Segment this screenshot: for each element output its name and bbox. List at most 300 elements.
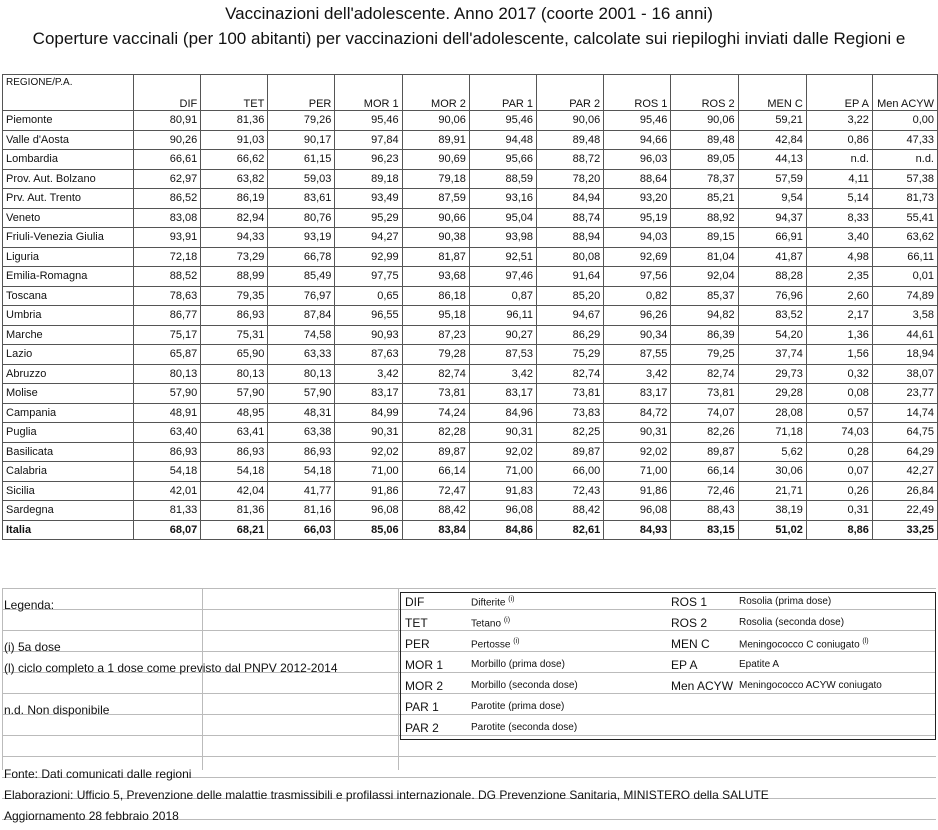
value-cell: 90,06 xyxy=(671,111,738,131)
value-cell: 96,03 xyxy=(604,150,671,170)
table-row xyxy=(3,130,938,150)
region-cell: Basilicata xyxy=(3,442,134,462)
legend-description xyxy=(471,638,519,650)
value-cell: 93,68 xyxy=(402,267,469,287)
value-cell: 66,00 xyxy=(537,462,604,482)
region-cell: Abruzzo xyxy=(3,364,134,384)
legend-description-text: Rosolia (seconda dose) xyxy=(739,617,845,628)
value-cell: 81,04 xyxy=(671,247,738,267)
total-value-cell: 68,21 xyxy=(201,520,268,540)
value-cell: 73,29 xyxy=(201,247,268,267)
value-cell: 65,90 xyxy=(201,345,268,365)
value-cell: 83,61 xyxy=(268,189,335,209)
value-cell: 88,42 xyxy=(402,501,469,521)
value-cell: 96,26 xyxy=(604,306,671,326)
column-header-cell: ROS 2 xyxy=(671,75,738,111)
legend-footnote-mark: (i) xyxy=(503,617,511,624)
table-row xyxy=(3,345,938,365)
value-cell: 82,25 xyxy=(537,423,604,443)
value-cell: 28,08 xyxy=(738,403,806,423)
value-cell: 85,49 xyxy=(268,267,335,287)
value-cell: 96,08 xyxy=(469,501,536,521)
legend-code: TET xyxy=(405,616,428,630)
value-cell: 95,46 xyxy=(469,111,536,131)
legend-area xyxy=(2,588,936,826)
value-cell: 3,40 xyxy=(806,228,872,248)
value-cell: 63,40 xyxy=(134,423,201,443)
value-cell: 93,91 xyxy=(134,228,201,248)
table-row xyxy=(3,111,938,131)
value-cell: 41,77 xyxy=(268,481,335,501)
total-value-cell: 83,15 xyxy=(671,520,738,540)
value-cell: 64,75 xyxy=(872,423,937,443)
value-cell: 66,61 xyxy=(134,150,201,170)
value-cell: 90,31 xyxy=(335,423,402,443)
value-cell: 97,46 xyxy=(469,267,536,287)
value-cell: 38,07 xyxy=(872,364,937,384)
value-cell: 95,66 xyxy=(469,150,536,170)
value-cell: 86,77 xyxy=(134,306,201,326)
value-cell: 88,28 xyxy=(738,267,806,287)
value-cell: 1,56 xyxy=(806,345,872,365)
legend-code: PER xyxy=(405,637,430,651)
table-header-row xyxy=(3,75,938,111)
value-cell: 73,83 xyxy=(537,403,604,423)
value-cell: 75,31 xyxy=(201,325,268,345)
value-cell: 86,18 xyxy=(402,286,469,306)
value-cell: 83,17 xyxy=(335,384,402,404)
value-cell: 90,31 xyxy=(604,423,671,443)
region-cell: Lazio xyxy=(3,345,134,365)
region-cell: Toscana xyxy=(3,286,134,306)
table-row xyxy=(3,462,938,482)
value-cell: 86,19 xyxy=(201,189,268,209)
value-cell: 26,84 xyxy=(872,481,937,501)
region-cell: Umbria xyxy=(3,306,134,326)
table-row xyxy=(3,423,938,443)
value-cell: 57,38 xyxy=(872,169,937,189)
legend-description xyxy=(739,638,869,650)
column-header-cell: MEN C xyxy=(738,75,806,111)
value-cell: 82,74 xyxy=(402,364,469,384)
column-header-cell: Men ACYW xyxy=(872,75,937,111)
table-row xyxy=(3,286,938,306)
value-cell: 89,48 xyxy=(671,130,738,150)
value-cell: 93,16 xyxy=(469,189,536,209)
value-cell: 81,36 xyxy=(201,111,268,131)
value-cell: 42,84 xyxy=(738,130,806,150)
value-cell: 55,41 xyxy=(872,208,937,228)
value-cell: 89,91 xyxy=(402,130,469,150)
value-cell: 92,04 xyxy=(671,267,738,287)
region-cell: Lombardia xyxy=(3,150,134,170)
region-cell: Liguria xyxy=(3,247,134,267)
value-cell: 88,94 xyxy=(537,228,604,248)
value-cell: 74,07 xyxy=(671,403,738,423)
value-cell: 0,32 xyxy=(806,364,872,384)
column-header-cell: PAR 2 xyxy=(537,75,604,111)
value-cell: 95,04 xyxy=(469,208,536,228)
footer-source: Fonte: Dati comunicati dalle regioni xyxy=(4,767,192,781)
column-header-cell: PER xyxy=(268,75,335,111)
legend-box xyxy=(400,592,936,740)
value-cell: 2,60 xyxy=(806,286,872,306)
value-cell: 88,42 xyxy=(537,501,604,521)
value-cell: 61,15 xyxy=(268,150,335,170)
value-cell: 80,91 xyxy=(134,111,201,131)
region-cell: Emilia-Romagna xyxy=(3,267,134,287)
value-cell: 80,76 xyxy=(268,208,335,228)
value-cell: 86,93 xyxy=(201,442,268,462)
value-cell: 57,90 xyxy=(201,384,268,404)
value-cell: 54,18 xyxy=(201,462,268,482)
value-cell: 76,97 xyxy=(268,286,335,306)
value-cell: 74,89 xyxy=(872,286,937,306)
value-cell: 0,65 xyxy=(335,286,402,306)
value-cell: 87,23 xyxy=(402,325,469,345)
value-cell: 14,74 xyxy=(872,403,937,423)
value-cell: 63,62 xyxy=(872,228,937,248)
value-cell: 2,17 xyxy=(806,306,872,326)
value-cell: 85,37 xyxy=(671,286,738,306)
column-header-cell: PAR 1 xyxy=(469,75,536,111)
value-cell: 87,53 xyxy=(469,345,536,365)
value-cell: 91,03 xyxy=(201,130,268,150)
legend-note-l: (l) ciclo completo a 1 dose come previsto dal PNPV 2012-2014 xyxy=(4,661,338,675)
legend-description-text: Parotite (seconda dose) xyxy=(471,722,578,733)
value-cell: 0,82 xyxy=(604,286,671,306)
legend-code: PAR 2 xyxy=(405,721,439,735)
value-cell: 92,02 xyxy=(469,442,536,462)
value-cell: 91,64 xyxy=(537,267,604,287)
value-cell: 83,52 xyxy=(738,306,806,326)
value-cell: 3,58 xyxy=(872,306,937,326)
legend-description-text: Difterite xyxy=(471,597,506,609)
value-cell: 0,87 xyxy=(469,286,536,306)
value-cell: 86,52 xyxy=(134,189,201,209)
table-row xyxy=(3,169,938,189)
value-cell: 82,28 xyxy=(402,423,469,443)
legend-note-nd: n.d. Non disponibile xyxy=(4,703,110,717)
value-cell: 4,11 xyxy=(806,169,872,189)
value-cell: 44,13 xyxy=(738,150,806,170)
value-cell: 79,35 xyxy=(201,286,268,306)
value-cell: 66,14 xyxy=(671,462,738,482)
value-cell: 97,75 xyxy=(335,267,402,287)
legend-footnote-mark: (l) xyxy=(862,638,869,645)
region-cell: Valle d'Aosta xyxy=(3,130,134,150)
legend-code: ROS 1 xyxy=(671,595,708,609)
footer-update: Aggiornamento 28 febbraio 2018 xyxy=(4,809,179,823)
table-row xyxy=(3,150,938,170)
value-cell: 71,00 xyxy=(604,462,671,482)
value-cell: 62,97 xyxy=(134,169,201,189)
value-cell: 23,77 xyxy=(872,384,937,404)
value-cell: 48,31 xyxy=(268,403,335,423)
footer-elaboration: Elaborazioni: Ufficio 5, Prevenzione delle malattie trasmissibili e profilassi internazionale. DG Prevenzione Sanitaria, MINISTERO della SALUTE xyxy=(4,788,769,802)
region-cell: Italia xyxy=(3,520,134,540)
value-cell: 79,28 xyxy=(402,345,469,365)
value-cell: 71,00 xyxy=(335,462,402,482)
value-cell: 48,95 xyxy=(201,403,268,423)
value-cell: 3,22 xyxy=(806,111,872,131)
value-cell: 88,74 xyxy=(537,208,604,228)
value-cell: 96,11 xyxy=(469,306,536,326)
value-cell: 84,72 xyxy=(604,403,671,423)
value-cell: 3,42 xyxy=(469,364,536,384)
legend-code: MEN C xyxy=(671,637,710,651)
table-row xyxy=(3,481,938,501)
value-cell: 90,34 xyxy=(604,325,671,345)
legend-description-text: Morbillo (prima dose) xyxy=(471,659,565,670)
region-cell: Veneto xyxy=(3,208,134,228)
value-cell: 97,84 xyxy=(335,130,402,150)
value-cell: 94,67 xyxy=(537,306,604,326)
table-row xyxy=(3,384,938,404)
legend-description xyxy=(471,659,565,670)
value-cell: 86,93 xyxy=(201,306,268,326)
value-cell: 0,28 xyxy=(806,442,872,462)
total-value-cell: 84,86 xyxy=(469,520,536,540)
value-cell: 90,26 xyxy=(134,130,201,150)
value-cell: 81,16 xyxy=(268,501,335,521)
region-header-cell: REGIONE/P.A. xyxy=(3,75,134,111)
value-cell: 90,69 xyxy=(402,150,469,170)
value-cell: 88,72 xyxy=(537,150,604,170)
value-cell: 84,99 xyxy=(335,403,402,423)
value-cell: 89,05 xyxy=(671,150,738,170)
value-cell: 83,17 xyxy=(604,384,671,404)
value-cell: 74,24 xyxy=(402,403,469,423)
legend-description-text: Epatite A xyxy=(739,659,780,670)
value-cell: 0,57 xyxy=(806,403,872,423)
value-cell: 83,08 xyxy=(134,208,201,228)
region-cell: Sardegna xyxy=(3,501,134,521)
value-cell: 72,47 xyxy=(402,481,469,501)
table-row xyxy=(3,228,938,248)
value-cell: 0,31 xyxy=(806,501,872,521)
value-cell: 30,06 xyxy=(738,462,806,482)
table-row xyxy=(3,189,938,209)
value-cell: 86,29 xyxy=(537,325,604,345)
value-cell: 64,29 xyxy=(872,442,937,462)
value-cell: 59,03 xyxy=(268,169,335,189)
total-value-cell: 84,93 xyxy=(604,520,671,540)
value-cell: 44,61 xyxy=(872,325,937,345)
value-cell: 0,26 xyxy=(806,481,872,501)
value-cell: 96,08 xyxy=(335,501,402,521)
legend-description xyxy=(471,680,578,691)
value-cell: 78,37 xyxy=(671,169,738,189)
value-cell: 89,87 xyxy=(671,442,738,462)
value-cell: 57,90 xyxy=(268,384,335,404)
legend-description xyxy=(739,596,831,607)
value-cell: 86,93 xyxy=(268,442,335,462)
legend-heading: Legenda: xyxy=(4,598,55,612)
region-cell: Prov. Aut. Bolzano xyxy=(3,169,134,189)
value-cell: 72,43 xyxy=(537,481,604,501)
value-cell: 47,33 xyxy=(872,130,937,150)
value-cell: 81,87 xyxy=(402,247,469,267)
value-cell: 91,86 xyxy=(335,481,402,501)
total-value-cell: 51,02 xyxy=(738,520,806,540)
value-cell: 63,82 xyxy=(201,169,268,189)
value-cell: 42,04 xyxy=(201,481,268,501)
value-cell: 89,15 xyxy=(671,228,738,248)
value-cell: 96,23 xyxy=(335,150,402,170)
value-cell: n.d. xyxy=(806,150,872,170)
legend-description xyxy=(739,680,882,691)
region-cell: Prv. Aut. Trento xyxy=(3,189,134,209)
value-cell: 84,94 xyxy=(537,189,604,209)
legend-code: MOR 1 xyxy=(405,658,444,672)
value-cell: 90,17 xyxy=(268,130,335,150)
value-cell: 84,96 xyxy=(469,403,536,423)
total-value-cell: 82,61 xyxy=(537,520,604,540)
region-cell: Sicilia xyxy=(3,481,134,501)
total-value-cell: 33,25 xyxy=(872,520,937,540)
total-value-cell: 66,03 xyxy=(268,520,335,540)
value-cell: 92,99 xyxy=(335,247,402,267)
value-cell: 94,03 xyxy=(604,228,671,248)
value-cell: 97,56 xyxy=(604,267,671,287)
table-row xyxy=(3,364,938,384)
value-cell: 5,62 xyxy=(738,442,806,462)
value-cell: 0,00 xyxy=(872,111,937,131)
value-cell: 57,59 xyxy=(738,169,806,189)
legend-description-text: Meningococco ACYW coniugato xyxy=(739,680,882,691)
value-cell: 89,87 xyxy=(537,442,604,462)
value-cell: 88,59 xyxy=(469,169,536,189)
value-cell: 92,51 xyxy=(469,247,536,267)
legend-description xyxy=(471,701,564,712)
value-cell: 63,38 xyxy=(268,423,335,443)
value-cell: 21,71 xyxy=(738,481,806,501)
legend-description xyxy=(471,596,514,608)
value-cell: 78,63 xyxy=(134,286,201,306)
value-cell: 73,81 xyxy=(671,384,738,404)
value-cell: 5,14 xyxy=(806,189,872,209)
legend-description-text: Morbillo (seconda dose) xyxy=(471,680,578,691)
value-cell: 48,91 xyxy=(134,403,201,423)
legend-description xyxy=(739,617,844,628)
column-header-cell: ROS 1 xyxy=(604,75,671,111)
value-cell: 82,26 xyxy=(671,423,738,443)
value-cell: 89,48 xyxy=(537,130,604,150)
value-cell: 87,55 xyxy=(604,345,671,365)
value-cell: 88,92 xyxy=(671,208,738,228)
legend-description-text: Pertosse xyxy=(471,639,511,651)
value-cell: 0,08 xyxy=(806,384,872,404)
region-cell: Piemonte xyxy=(3,111,134,131)
region-cell: Molise xyxy=(3,384,134,404)
value-cell: 79,18 xyxy=(402,169,469,189)
value-cell: 71,18 xyxy=(738,423,806,443)
value-cell: 91,83 xyxy=(469,481,536,501)
value-cell: 96,08 xyxy=(604,501,671,521)
table-row xyxy=(3,501,938,521)
value-cell: 66,62 xyxy=(201,150,268,170)
value-cell: 82,74 xyxy=(537,364,604,384)
table-row xyxy=(3,247,938,267)
value-cell: 85,20 xyxy=(537,286,604,306)
value-cell: 2,35 xyxy=(806,267,872,287)
value-cell: 86,39 xyxy=(671,325,738,345)
value-cell: 78,20 xyxy=(537,169,604,189)
value-cell: 22,49 xyxy=(872,501,937,521)
table-row xyxy=(3,442,938,462)
legend-code: PAR 1 xyxy=(405,700,439,714)
value-cell: 54,18 xyxy=(268,462,335,482)
value-cell: 74,58 xyxy=(268,325,335,345)
total-value-cell: 83,84 xyxy=(402,520,469,540)
value-cell: 76,96 xyxy=(738,286,806,306)
value-cell: 90,66 xyxy=(402,208,469,228)
legend-code: MOR 2 xyxy=(405,679,444,693)
value-cell: 75,29 xyxy=(537,345,604,365)
value-cell: 92,02 xyxy=(335,442,402,462)
total-value-cell: 85,06 xyxy=(335,520,402,540)
value-cell: 4,98 xyxy=(806,247,872,267)
total-row xyxy=(3,520,938,540)
value-cell: 94,33 xyxy=(201,228,268,248)
value-cell: 29,28 xyxy=(738,384,806,404)
value-cell: 90,38 xyxy=(402,228,469,248)
legend-code: DIF xyxy=(405,595,425,609)
value-cell: 75,17 xyxy=(134,325,201,345)
value-cell: 87,63 xyxy=(335,345,402,365)
table-row xyxy=(3,403,938,423)
value-cell: 88,64 xyxy=(604,169,671,189)
value-cell: 72,46 xyxy=(671,481,738,501)
region-cell: Puglia xyxy=(3,423,134,443)
legend-description-text: Parotite (prima dose) xyxy=(471,701,565,712)
value-cell: n.d. xyxy=(872,150,937,170)
value-cell: 96,55 xyxy=(335,306,402,326)
value-cell: 90,06 xyxy=(537,111,604,131)
value-cell: 93,98 xyxy=(469,228,536,248)
value-cell: 95,29 xyxy=(335,208,402,228)
value-cell: 3,42 xyxy=(335,364,402,384)
value-cell: 0,01 xyxy=(872,267,937,287)
value-cell: 8,33 xyxy=(806,208,872,228)
value-cell: 95,46 xyxy=(335,111,402,131)
region-cell: Marche xyxy=(3,325,134,345)
table-row xyxy=(3,208,938,228)
value-cell: 82,74 xyxy=(671,364,738,384)
value-cell: 0,07 xyxy=(806,462,872,482)
value-cell: 65,87 xyxy=(134,345,201,365)
column-header-cell: MOR 2 xyxy=(402,75,469,111)
value-cell: 9,54 xyxy=(738,189,806,209)
column-header-cell: DIF xyxy=(134,75,201,111)
value-cell: 93,49 xyxy=(335,189,402,209)
legend-description-text: Tetano xyxy=(471,618,502,630)
value-cell: 90,31 xyxy=(469,423,536,443)
value-cell: 38,19 xyxy=(738,501,806,521)
value-cell: 90,06 xyxy=(402,111,469,131)
value-cell: 81,36 xyxy=(201,501,268,521)
value-cell: 87,59 xyxy=(402,189,469,209)
value-cell: 63,41 xyxy=(201,423,268,443)
legend-note-i: (i) 5a dose xyxy=(4,640,61,654)
value-cell: 73,81 xyxy=(402,384,469,404)
legend-description xyxy=(471,617,510,629)
value-cell: 95,46 xyxy=(604,111,671,131)
legend-code: ROS 2 xyxy=(671,616,708,630)
value-cell: 66,14 xyxy=(402,462,469,482)
table-row xyxy=(3,267,938,287)
